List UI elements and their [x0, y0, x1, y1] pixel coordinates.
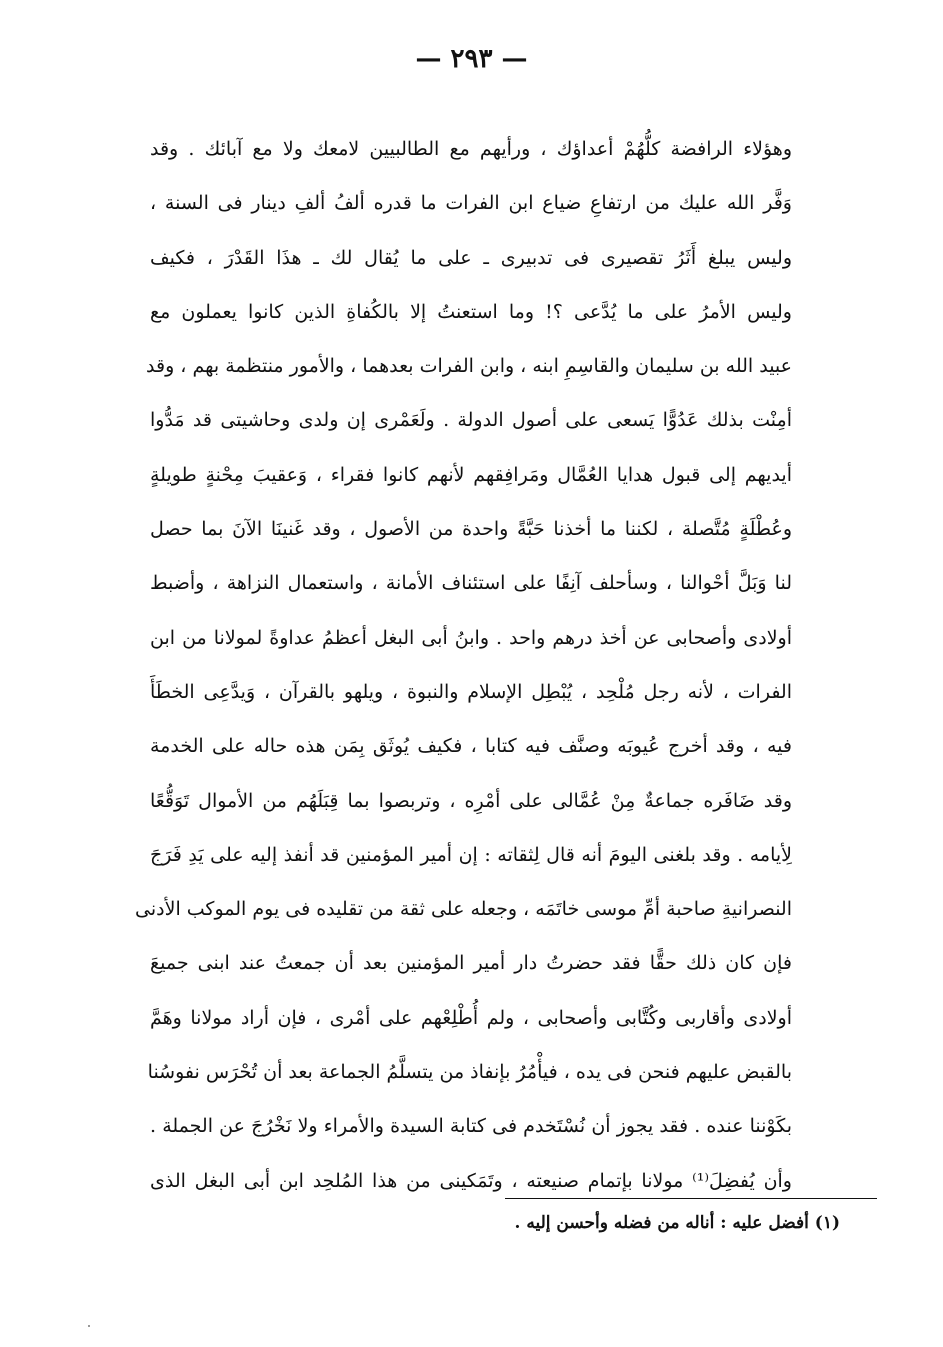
text-line: بالقبض عليهم فنحن فى يده ، فيأْمُرُ بإنفاذ من يتسلَّمُ الجماعة بعد أن تُحْرَس نفوسُنا	[147, 1061, 792, 1084]
page-number: — ٢٩٣ —	[415, 44, 528, 74]
text-line: لِأيامه . وقد بلغنى اليومَ أنه قال لِثقاته : إن أمير المؤمنين قد أنفذ إليه على يَدِ فَرَجَ	[150, 843, 792, 866]
text-line: وهؤلاء الرافضة كلُّهُمْ أعداؤك ، ورأيهم مع الطالبيين لامعك ولا مع آبائك . وقد	[150, 138, 792, 160]
text-line: أولادى وأقاربى وكُتَّابى وأصحابى ، ولم أُطْلِعْهم على أمْرى ، فإن أراد مولانا وهَمَّ	[150, 1006, 792, 1029]
text-line: وليس يبلغ أَثَرُ تقصيرى فى تدبيرى ـ على ما يُقال لك ـ هذَا القَدْرَ ، فكيف	[150, 246, 792, 269]
text-line: فيه ، وقد أخرج عُيوبَه وصنَّف فيه كتابا ، فكيف يُوثَق بِمَن هذه حاله على الخدمة	[150, 735, 792, 758]
text-line: أمِنْت بذلك عَدُوًّا يَسعى على أصول الدولة . ولَعَمْرى إن ولدى وحاشيتى قد مَدُّوا	[150, 409, 792, 432]
text-line: النصرانيةِ صاحبة أمِّ موسى خاتَمَه ، وجعله على ثقة من تقليده فى يوم الموكب الأدنى	[135, 898, 792, 921]
scan-speck	[88, 1325, 90, 1327]
text-line: وليس الأمرُ على ما يُدَّعى ؟! وما استعنتُ إلا بالكُفاةِ الذين كانوا يعملون مع	[150, 300, 792, 323]
text-line: لنا وَبَلَّ أحْوالنا ، وسأحلف آنِفًا على استئناف الأمانة ، واستعمال النزاهة ، وأضبط	[150, 572, 792, 595]
text-line: وعُطْلَةٍ مُتَّصلة ، لكننا ما أخذنا حَبَّةً واحدة من الأصول ، وقد غَنينَا الآنَ بما حصل	[150, 518, 792, 541]
main-text-block	[135, 122, 792, 1208]
text-line: أيديهم إلى قبول هدايا العُمَّال ومَرافِقهم لأنهم كانوا فقراء ، وَعقيبَ مِحْنةٍ طويلةٍ	[150, 463, 792, 486]
footnote-divider	[505, 1198, 877, 1199]
text-line: بكَوْننا عنده . فقد يجوز أن نُسْتَخدم فى كتابة السيدة والأمراء ولا نَخْرُجَ عن الجملة .	[150, 1115, 792, 1138]
text-line: عبيد الله بن سليمان والقاسِمِ ابنه ، وابن الفرات بعدهما ، والأمور منتظمة بهم ، وقد	[146, 355, 792, 378]
footnote: (١) أفضل عليه : أناله من فضله وأحسن إليه .	[514, 1213, 840, 1233]
text-line: وَفَّر الله عليك من ارتفاعِ ضياع ابن الفرات ما قدره ألفُ ألفِ دينار فى السنة ،	[150, 192, 792, 215]
text-line: الفرات ، لأنه رجل مُلْحِد ، يُبْطِل الإسلام والنبوة ، ويلهو بالقرآن ، وَيدَّعِى الخطَأَ	[150, 680, 792, 703]
text-line: وقد ضَافَره جماعةٌ مِنْ عُمَّالى على أمْرِه ، وتربصوا بما قِبَلَهُم من الأموال تَوَقُّعًا	[150, 789, 792, 812]
text-line: فإن كان ذلك حقًّا فقد حضرتُ دار أمير المؤمنين بعد أن جمعتُ عند ابنى جميعَ	[150, 952, 792, 975]
text-line: وأن يُفضِلَ⁽¹⁾ مولانا بإتمام صنيعته ، وتَمَكينى من هذا المُلحِد ابن أبى البغل الذى	[150, 1169, 792, 1192]
text-line: أولادى وأصحابى عن أخذ درهم واحد . وابنُ أبى البغل أعظمُ عداوةً لمولانا من ابن	[150, 626, 792, 649]
